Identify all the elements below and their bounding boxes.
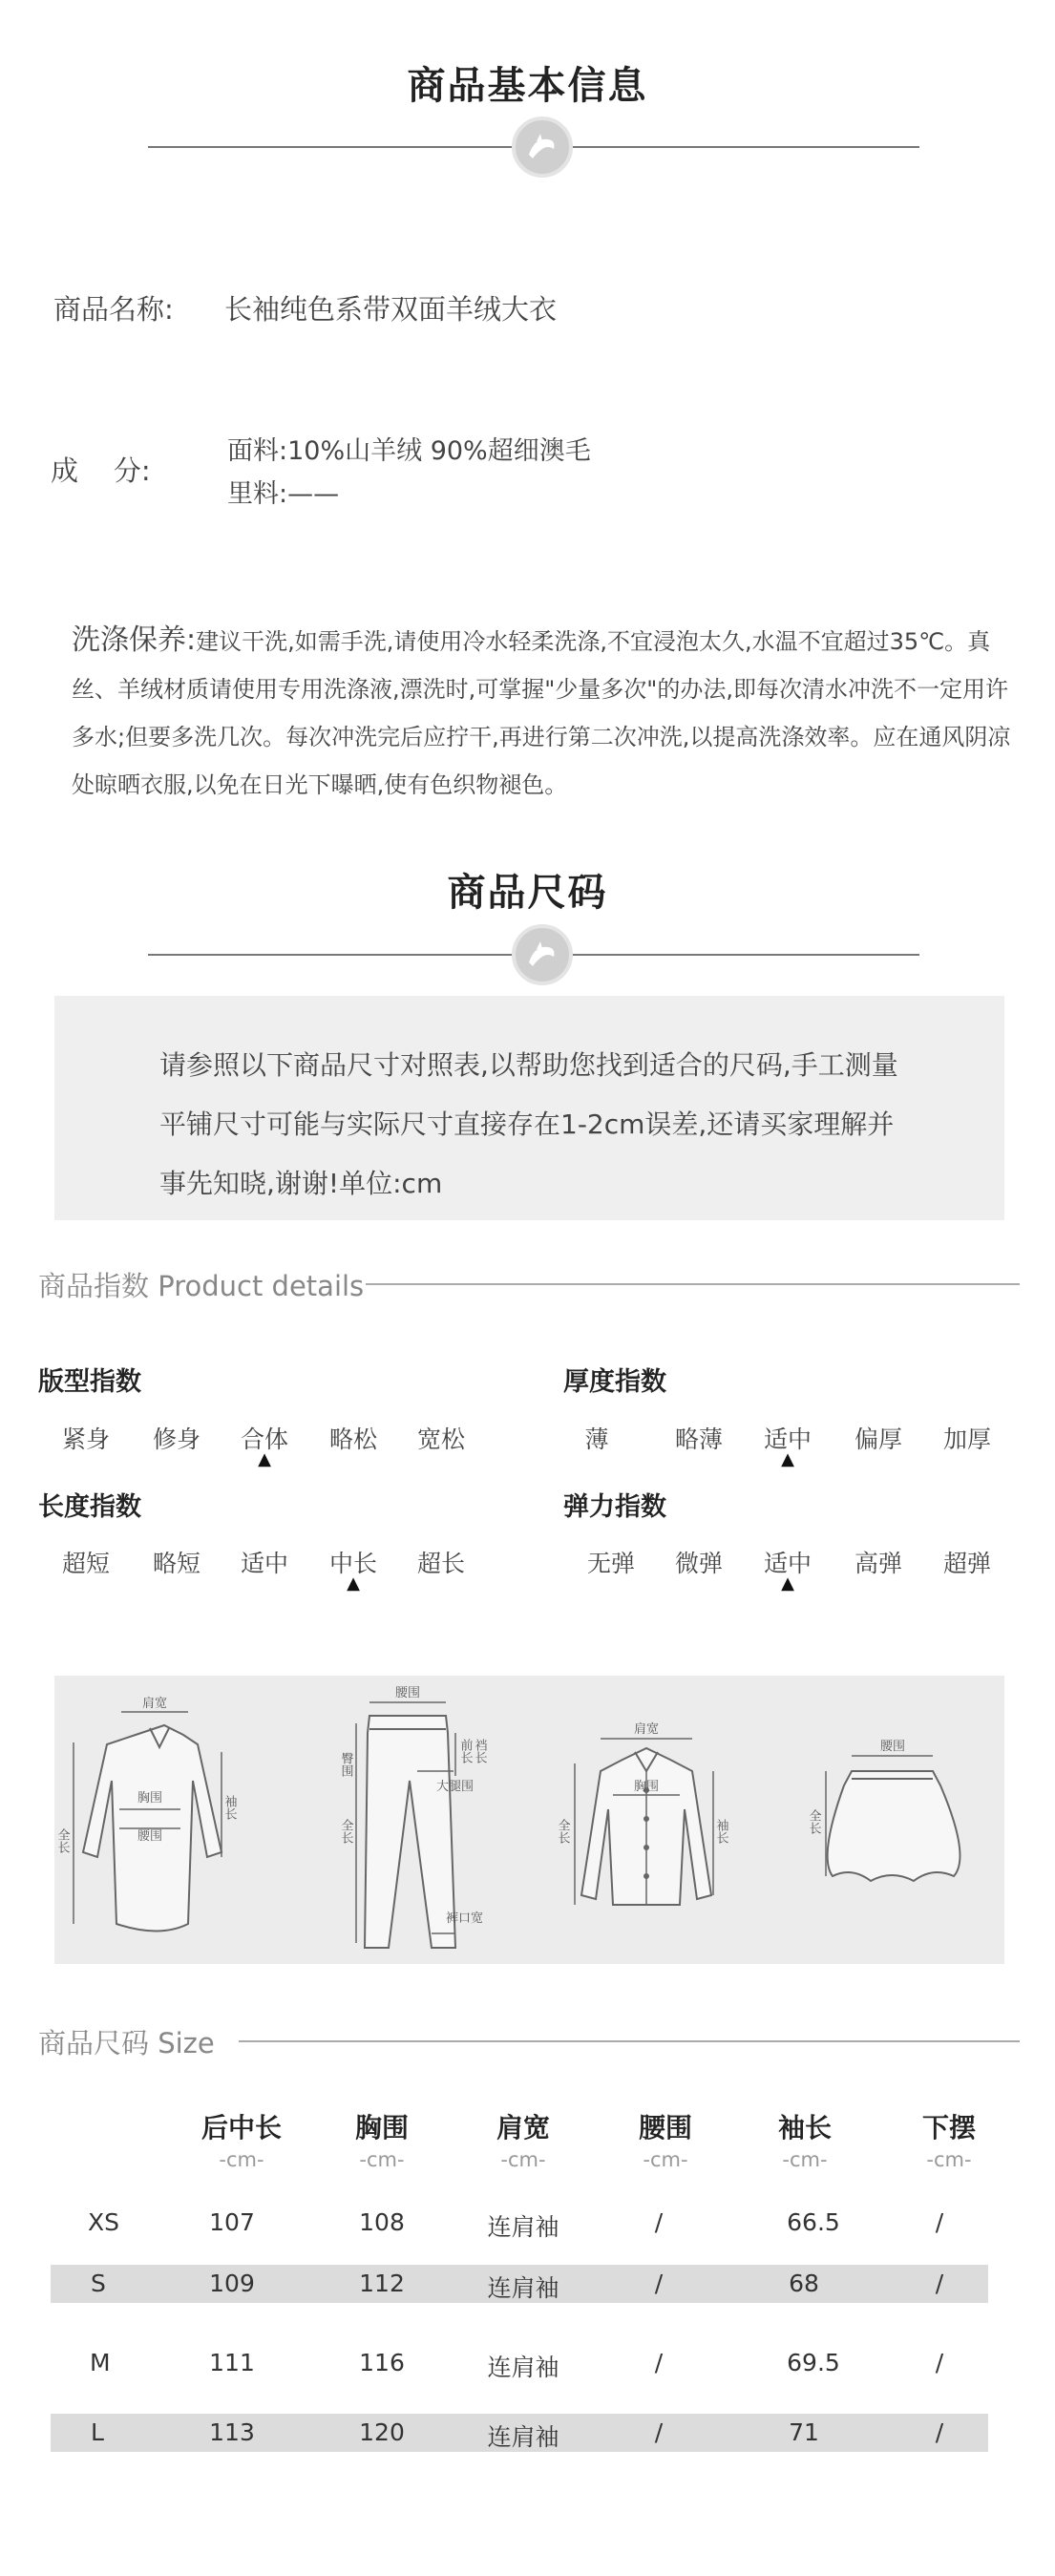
care-text: 建议干洗,如需手洗,请使用冷水轻柔洗涤,不宜浸泡太久,水温不宜超过35℃。真丝、羊绒材质请使用专用洗涤液,漂洗时,可掌握"少量多次"的办法,即每次清水冲洗不一定用许多水;但要多洗几次。每次冲洗完后应拧干,再进行第二次冲洗,以提高洗涤效率。应在通风阴凉处晾晒衣服,以免在日光下曝晒,使有色织物褪色。 <box>72 628 1011 798</box>
table-cell: / <box>654 2208 664 2236</box>
fabric-value: 面料:10%山羊绒 90%超细澳毛 <box>227 436 591 466</box>
fit-option: 宽松 <box>416 1425 465 1453</box>
pants-hip-label: 臀围 <box>338 1752 353 1777</box>
size-table-header: 商品尺码 Size <box>38 2027 215 2059</box>
length-option-selected: 中长 <box>328 1550 377 1577</box>
thickness-selected-marker-icon: ▲ <box>781 1449 794 1469</box>
unit-label: -cm- <box>219 2148 264 2171</box>
length-option: 略短 <box>152 1550 200 1577</box>
skirt-diagram-icon <box>826 1756 960 1881</box>
dress-chest-label: 胸围 <box>137 1791 163 1805</box>
table-cell: 109 <box>209 2270 255 2297</box>
elasticity-index-title: 弹力指数 <box>563 1492 666 1522</box>
fit-option: 紧身 <box>61 1425 110 1453</box>
fit-selected-marker-icon: ▲ <box>258 1449 271 1469</box>
unit-label: -cm- <box>782 2148 828 2171</box>
unit-label: -cm- <box>359 2148 405 2171</box>
brand-logo-icon <box>512 116 573 178</box>
shirt-chest-label: 胸围 <box>633 1780 660 1794</box>
table-cell: 107 <box>209 2208 255 2236</box>
size-cell: S <box>91 2270 106 2297</box>
measurement-diagram-panel <box>54 1676 1004 1964</box>
thickness-option-selected: 适中 <box>763 1425 812 1453</box>
size-cell: L <box>91 2418 104 2446</box>
care-label: 洗涤保养: <box>72 623 197 657</box>
col-back-length: 后中长 <box>200 2112 282 2143</box>
pants-diagram-icon <box>356 1702 455 1948</box>
table-cell: / <box>935 2270 944 2297</box>
table-cell: / <box>654 2418 664 2446</box>
dress-sleeve-label: 袖长 <box>222 1795 237 1820</box>
table-cell: 连肩袖 <box>487 2213 559 2241</box>
unit-label: -cm- <box>500 2148 546 2171</box>
shirt-shoulder-label: 肩宽 <box>633 1722 660 1737</box>
shirt-length-label: 全长 <box>555 1819 570 1844</box>
pants-thigh-label: 大腿围 <box>436 1780 475 1794</box>
table-cell: / <box>935 2418 944 2446</box>
product-name-label: 商品名称: <box>53 293 174 326</box>
table-cell: 108 <box>359 2208 405 2236</box>
basic-info-title: 商品基本信息 <box>407 64 648 108</box>
length-option: 适中 <box>240 1550 288 1577</box>
lining-value: 里料:—— <box>227 479 340 509</box>
pants-length-label: 全长 <box>338 1819 353 1844</box>
table-cell: / <box>935 2349 944 2376</box>
fit-option-selected: 合体 <box>240 1425 288 1453</box>
skirt-waist-label: 腰围 <box>879 1740 906 1754</box>
table-cell: 连肩袖 <box>487 2423 559 2451</box>
table-cell: 69.5 <box>787 2349 840 2376</box>
table-cell: 112 <box>359 2270 405 2297</box>
thickness-option: 加厚 <box>942 1425 991 1453</box>
elasticity-option-selected: 适中 <box>763 1550 812 1577</box>
table-cell: 120 <box>359 2418 405 2446</box>
unit-label: -cm- <box>926 2148 972 2171</box>
brand-logo-icon <box>512 924 573 985</box>
dress-waist-label: 腰围 <box>137 1829 163 1844</box>
table-cell: / <box>654 2349 664 2376</box>
dress-shoulder-label: 肩宽 <box>141 1697 168 1711</box>
elasticity-option: 无弹 <box>586 1550 635 1577</box>
table-cell: 113 <box>209 2418 255 2446</box>
pants-hem-label: 裤口宽 <box>446 1911 484 1926</box>
dress-diagram-icon <box>74 1712 222 1932</box>
size-section-title: 商品尺码 <box>447 871 608 915</box>
col-hem: 下摆 <box>921 2112 976 2143</box>
pants-rise-label: 前长 <box>457 1739 473 1763</box>
size-cell: XS <box>88 2208 119 2236</box>
col-waist: 腰围 <box>638 2112 692 2143</box>
product-details-line <box>366 1283 1020 1285</box>
fit-option: 修身 <box>152 1425 200 1453</box>
length-index-title: 长度指数 <box>38 1492 141 1522</box>
pants-front-label: 裆长 <box>472 1739 487 1763</box>
skirt-length-label: 全长 <box>806 1809 821 1834</box>
table-cell: 66.5 <box>787 2208 840 2236</box>
col-chest: 胸围 <box>354 2112 409 2143</box>
elasticity-option: 微弹 <box>674 1550 723 1577</box>
thickness-option: 略薄 <box>674 1425 723 1453</box>
product-details-header: 商品指数 Product details <box>38 1270 365 1302</box>
table-cell: 连肩袖 <box>487 2354 559 2381</box>
size-table-header-line <box>239 2040 1020 2042</box>
shirt-sleeve-label: 袖长 <box>713 1819 728 1844</box>
unit-label: -cm- <box>643 2148 688 2171</box>
length-selected-marker-icon: ▲ <box>347 1573 360 1594</box>
table-cell: / <box>654 2270 664 2297</box>
table-cell: 68 <box>789 2270 819 2297</box>
pants-waist-label: 腰围 <box>394 1686 421 1700</box>
thickness-option: 偏厚 <box>854 1425 902 1453</box>
length-option: 超短 <box>61 1550 110 1577</box>
thickness-index-title: 厚度指数 <box>563 1367 666 1397</box>
table-cell: / <box>935 2208 944 2236</box>
col-sleeve: 袖长 <box>777 2112 832 2143</box>
size-notice-text: 请参照以下商品尺寸对照表,以帮助您找到适合的尺码,手工测量平铺尺寸可能与实际尺寸直接存在1-2cm误差,还请买家理解并事先知晓,谢谢!单位:cm <box>159 1049 898 1199</box>
elasticity-selected-marker-icon: ▲ <box>781 1573 794 1594</box>
col-shoulder: 肩宽 <box>496 2112 550 2143</box>
table-cell: 连肩袖 <box>487 2274 559 2302</box>
table-cell: 116 <box>359 2349 405 2376</box>
size-cell: M <box>90 2349 111 2376</box>
size-notice-box <box>54 996 1004 1220</box>
fit-index-title: 版型指数 <box>38 1367 141 1397</box>
elasticity-option: 超弹 <box>942 1550 991 1577</box>
care-instructions <box>72 617 1012 809</box>
length-option: 超长 <box>416 1550 465 1577</box>
elasticity-option: 高弹 <box>854 1550 902 1577</box>
product-name-value: 长袖纯色系带双面羊绒大衣 <box>224 293 558 326</box>
thickness-option: 薄 <box>584 1425 609 1453</box>
dress-length-label: 全长 <box>54 1828 70 1853</box>
table-cell: 111 <box>209 2349 255 2376</box>
fit-option: 略松 <box>328 1425 377 1453</box>
shirt-diagram-icon <box>575 1739 713 1905</box>
table-cell: 71 <box>789 2418 819 2446</box>
composition-label: 成 分: <box>51 454 151 487</box>
